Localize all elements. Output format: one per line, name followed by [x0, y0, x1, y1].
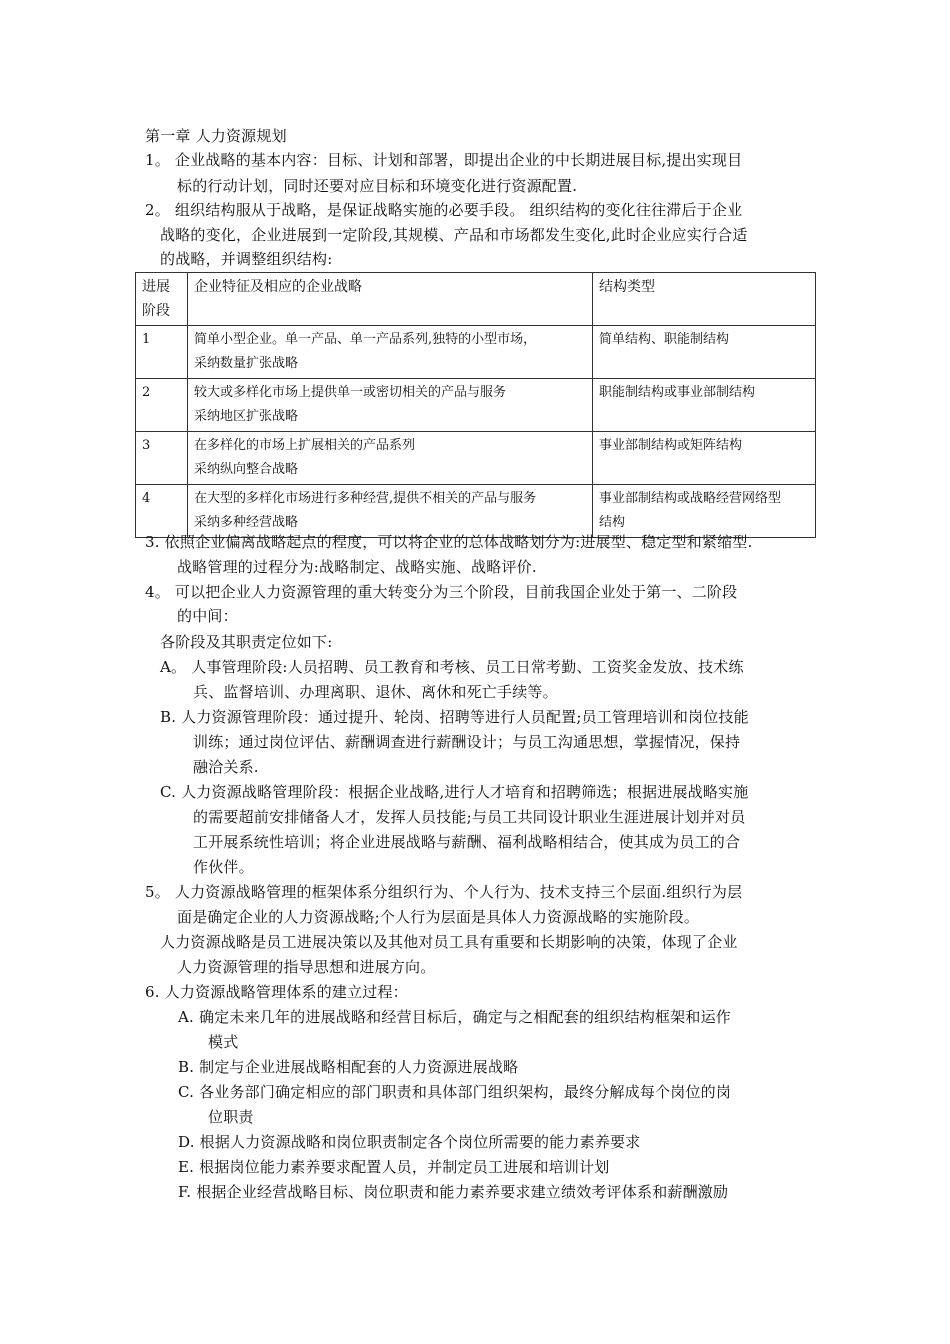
feature-text: 简单小型企业。单一产品、单一产品系列,独特的小型市场，	[194, 332, 537, 347]
stage-a-line-2: 兵、监督培训、办理离职、退休、离休和死亡手续等。	[193, 683, 558, 701]
stage-b-line-2: 训练；通过岗位评估、薪酬调查进行薪酬设计；与员工沟通思想，掌握情况，保持	[193, 733, 741, 751]
step-e: E. 根据岗位能力素养要求配置人员，并制定员工进展和培训计划	[178, 1158, 610, 1176]
stage-a-line-1: A。 人事管理阶段:人员招聘、员工教育和考核、员工日常考勤、工资奖金发放、技术练	[160, 658, 744, 676]
header-features: 企业特征及相应的企业战略	[188, 273, 593, 326]
stage-b-line-1: B. 人力资源管理阶段：通过提升、轮岗、招聘等进行人员配置;员工管理培训和岗位技能	[160, 708, 749, 726]
feature-text: 较大或多样化市场上提供单一或密切相关的产品与服务	[194, 385, 507, 400]
step-d: D. 根据人力资源战略和岗位职责制定各个岗位所需要的能力素养要求	[178, 1133, 641, 1151]
structure-cell	[593, 432, 816, 485]
stage-cell: 2	[136, 379, 188, 432]
paragraph-3-line-2: 战略管理的过程分为:战略制定、战略实施、战略评价.	[177, 558, 537, 576]
stage-c-line-1: C. 人力资源战略管理阶段：根据企业战略,进行人才培育和招聘筛选；根据进展战略实施	[160, 783, 749, 801]
feature-cell	[188, 326, 593, 379]
stage-cell: 4	[136, 485, 188, 538]
step-f: F. 根据企业经营战略目标、岗位职责和能力素养要求建立绩效考评体系和薪酬激励	[178, 1183, 729, 1201]
chapter-title: 第一章 人力资源规划	[145, 127, 287, 145]
feature-cell	[188, 379, 593, 432]
structure-cell	[593, 326, 816, 379]
structure-text-continued: 结构	[599, 515, 626, 530]
header-stage-line-2: 阶段	[142, 303, 170, 319]
paragraph-3-line-1: 3. 依照企业偏离战略起点的程度，可以将企业的总体战略划分为:进展型、稳定型和紧缩型.	[145, 533, 753, 551]
paragraph-5-line-2: 面是确定企业的人力资源战略;个人行为层面是具体人力资源战略的实施阶段。	[177, 908, 700, 926]
feature-text: 在大型的多样化市场进行多种经营,提供不相关的产品与服务	[194, 491, 537, 506]
strategy-structure-table	[135, 272, 816, 538]
stage-cell: 3	[136, 432, 188, 485]
structure-text: 事业部制结构或矩阵结构	[599, 438, 743, 453]
stage-c-line-3: 工开展系统性培训；将企业进展战略与薪酬、福利战略相结合，使其成为员工的合	[193, 833, 741, 851]
strategy-text: 采纳纵向整合战略	[194, 462, 299, 477]
strategy-text: 采纳地区扩张战略	[194, 409, 299, 424]
paragraph-2-line-3: 的战略，并调整组织结构:	[160, 250, 333, 268]
table-row	[136, 432, 816, 485]
paragraph-5-line-4: 人力资源管理的指导思想和进展方向。	[177, 958, 436, 976]
step-b: B. 制定与企业进展战略相配套的人力资源进展战略	[178, 1058, 519, 1076]
stage-c-line-2: 的需要超前安排储备人才，发挥人员技能;与员工共同设计职业生涯进展计划并对员	[193, 808, 746, 826]
paragraph-2-line-1: 2。 组织结构服从于战略，是保证战略实施的必要手段。 组织结构的变化往往滞后于企业	[145, 201, 743, 219]
header-structure: 结构类型	[593, 273, 816, 326]
strategy-text: 采纳多种经营战略	[194, 515, 299, 530]
structure-text: 简单结构、职能制结构	[599, 332, 730, 347]
stage-c-line-4: 作伙伴。	[193, 858, 254, 876]
paragraph-1-line-1: 1。 企业战略的基本内容：目标、计划和部署，即提出企业的中长期进展目标,提出实现目	[145, 151, 743, 169]
paragraph-5-line-3: 人力资源战略是员工进展决策以及其他对员工具有重要和长期影响的决策，体现了企业	[160, 933, 738, 951]
stage-cell: 1	[136, 326, 188, 379]
table-header-row	[136, 273, 816, 326]
paragraph-2-line-2: 战略的变化，企业进展到一定阶段,其规模、产品和市场都发生变化,此时企业应实行合适	[160, 226, 748, 244]
structure-text: 事业部制结构或战略经营网络型	[599, 491, 782, 506]
step-a-line-1: A. 确定未来几年的进展战略和经营目标后，确定与之相配套的组织结构框架和运作	[178, 1008, 731, 1026]
paragraph-5-line-1: 5。 人力资源战略管理的框架体系分组织行为、个人行为、技术支持三个层面.组织行为层	[145, 883, 743, 901]
step-a-line-2: 模式	[208, 1033, 239, 1051]
strategy-text: 采纳数量扩张战略	[194, 356, 299, 371]
step-c-line-1: C. 各业务部门确定相应的部门职责和具体部门组织架构，最终分解成每个岗位的岗	[178, 1083, 732, 1101]
paragraph-4-line-2: 的中间：	[177, 607, 238, 625]
table-row	[136, 379, 816, 432]
header-stage-line-1: 进展	[142, 279, 170, 295]
feature-cell	[188, 432, 593, 485]
header-stage	[136, 273, 188, 326]
step-c-line-2: 位职责	[208, 1108, 254, 1126]
paragraph-6-title: 6. 人力资源战略管理体系的建立过程：	[145, 983, 408, 1001]
paragraph-4-line-1: 4。 可以把企业人力资源管理的重大转变分为三个阶段，目前我国企业处于第一、二阶段	[145, 583, 738, 601]
structure-cell	[593, 379, 816, 432]
paragraph-4-line-3: 各阶段及其职责定位如下:	[160, 633, 333, 651]
structure-text: 职能制结构或事业部制结构	[599, 385, 756, 400]
table-row	[136, 326, 816, 379]
feature-text: 在多样化的市场上扩展相关的产品系列	[194, 438, 416, 453]
stage-b-line-3: 融洽关系.	[193, 758, 259, 776]
paragraph-1-line-2: 标的行动计划，同时还要对应目标和环境变化进行资源配置.	[177, 177, 578, 195]
